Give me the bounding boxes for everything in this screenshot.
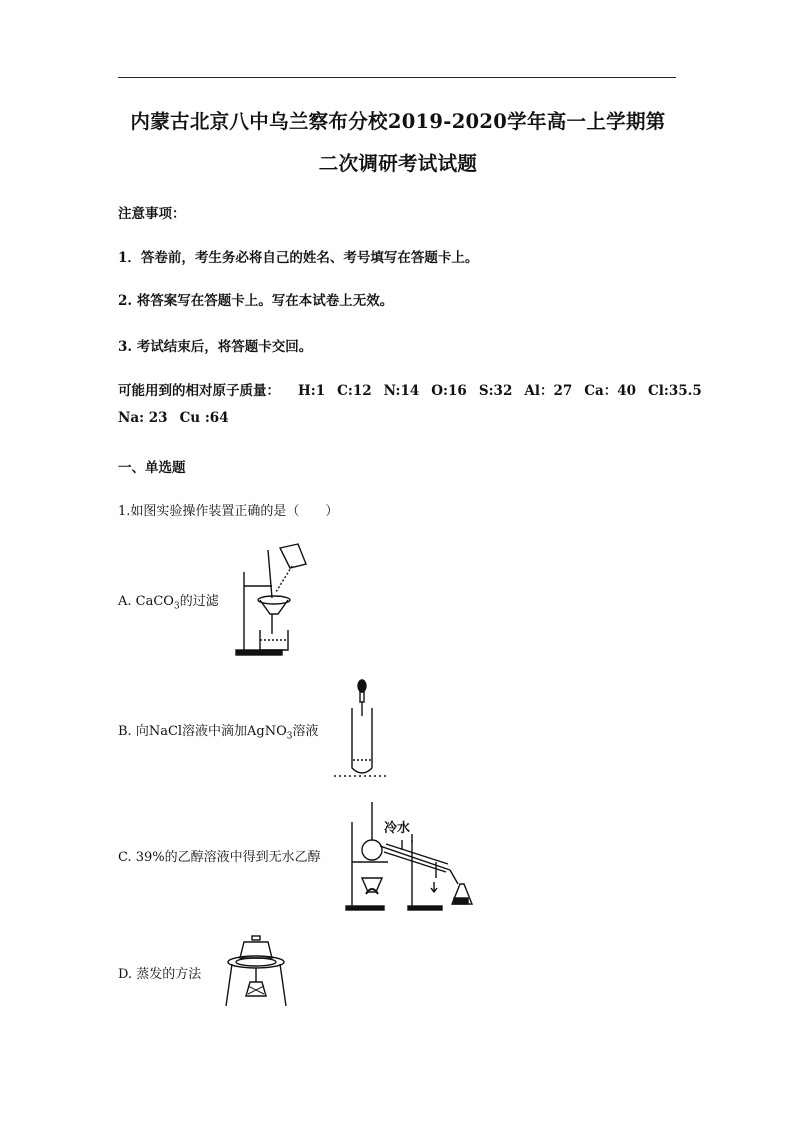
mass-cl: Cl:35.5: [648, 383, 702, 399]
notice-item-3: 3. 考试结束后，将答题卡交回。: [118, 339, 313, 355]
mass-h: H:1: [298, 383, 326, 399]
atomic-mass-line: [118, 379, 702, 399]
option-b-sub: 3: [286, 731, 293, 742]
mass-al: Al：27: [524, 383, 573, 399]
mass-o: O:16: [431, 383, 467, 399]
page-title-line2: 二次调研考试试题: [318, 152, 478, 175]
test-tube-dropper-figure: [330, 676, 390, 780]
page-title: 内蒙古北京八中乌兰察布分校2019-2020学年高一上学期第: [130, 110, 666, 133]
option-a-sub: 3: [173, 601, 180, 612]
option-b-prefix: B. 向NaCl溶液中滴加AgNO: [118, 724, 287, 739]
notice-heading: 注意事项：: [118, 206, 186, 222]
option-b: [118, 720, 319, 742]
question-stem: 1.如图实验操作装置正确的是（ ）: [118, 504, 339, 519]
mass-n: N:14: [383, 383, 420, 399]
notice-item-1: 1．答卷前，考生务必将自己的姓名、考号填写在答题卡上。: [118, 250, 479, 266]
option-c: C. 39%的乙醇溶液中得到无水乙醇: [118, 850, 321, 865]
option-a: [118, 590, 219, 612]
mass-ca: Ca：40: [584, 383, 637, 399]
atomic-mass-label: 可能用到的相对原子质量：: [118, 383, 280, 399]
option-a-suffix: 的过滤: [179, 594, 219, 609]
mass-cu: Cu :64: [179, 410, 229, 426]
header-rule: [118, 77, 676, 78]
filtration-apparatus-figure: [232, 542, 312, 660]
option-b-suffix: 溶液: [292, 724, 319, 739]
option-a-prefix: A. CaCO: [118, 594, 174, 609]
mass-c: C:12: [337, 383, 372, 399]
notice-item-2: 2. 将答案写在答题卡上。写在本试卷上无效。: [118, 293, 394, 309]
mass-s: S:32: [478, 383, 513, 399]
atomic-mass-line-2: [118, 410, 241, 426]
mass-na: Na: 23: [118, 410, 168, 426]
evaporation-apparatus-figure: [222, 934, 290, 1010]
option-d: D. 蒸发的方法: [118, 967, 202, 982]
distillation-apparatus-figure: [340, 800, 480, 912]
cold-water-label: 冷水: [384, 820, 411, 835]
section-heading: 一、单选题: [118, 460, 186, 476]
